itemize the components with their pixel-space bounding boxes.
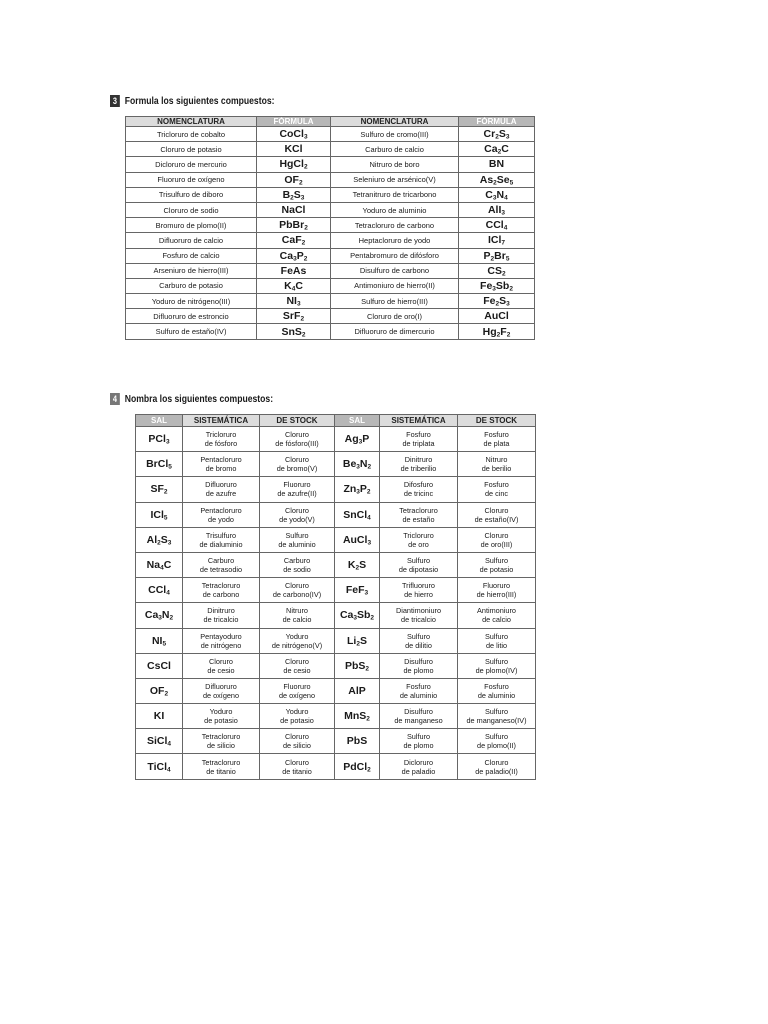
systematic-name-cell: Difosfuro de tricinc	[380, 477, 458, 502]
formulas-table	[125, 116, 535, 340]
table-row	[136, 678, 536, 703]
salt-cell: CCl$_4$	[136, 578, 183, 603]
header-formula-2: FÓRMULA	[459, 117, 535, 127]
nomenclature-cell: Carburo de calcio	[331, 142, 459, 157]
nomenclature-cell: Cloruro de oro(I)	[331, 309, 459, 324]
header-sistematica-2: SISTEMÁTICA	[380, 415, 458, 427]
table-row	[126, 248, 535, 263]
table-row	[126, 187, 535, 202]
stock-name-cell: Fosfuro de cinc	[458, 477, 536, 502]
section-4-number: 4	[110, 393, 120, 405]
header-nomenclatura-1: NOMENCLATURA	[126, 117, 257, 127]
salt-cell: MnS$_2$	[335, 704, 380, 729]
formula-cell: $K_4C$	[257, 278, 331, 293]
salt-cell: FeF$_3$	[335, 578, 380, 603]
salt-cell: PbS	[335, 729, 380, 754]
systematic-name-cell: Tetracloruro de silicio	[183, 729, 260, 754]
nomenclature-cell: Bromuro de plomo(II)	[126, 218, 257, 233]
stock-name-cell: Antimoniuro de calcio	[458, 603, 536, 628]
table-row	[136, 527, 536, 552]
salt-cell: $NI_5$	[136, 628, 183, 653]
nomenclature-cell: Cloruro de sodio	[126, 202, 257, 217]
table-row	[136, 502, 536, 527]
header-nomenclatura-2: NOMENCLATURA	[331, 117, 459, 127]
formula-cell: FeAs	[257, 263, 331, 278]
formula-cell: SnS$_2$	[257, 324, 331, 339]
nomenclature-cell: Difluoruro de calcio	[126, 233, 257, 248]
formula-cell: HgCl$_2$	[257, 157, 331, 172]
formula-cell: $NI_3$	[257, 294, 331, 309]
section-3-heading: Formula los siguientes compuestos:	[124, 95, 275, 107]
formula-cell: ICl$_7$	[459, 233, 535, 248]
salt-cell: AlP	[335, 678, 380, 703]
systematic-name-cell: Yoduro de potasio	[183, 704, 260, 729]
formula-cell: $Fe_3Sb_2$	[459, 278, 535, 293]
formula-cell: $Fe_2S_3$	[459, 294, 535, 309]
systematic-name-cell: Disulfuro de manganeso	[380, 704, 458, 729]
table-row	[126, 142, 535, 157]
nomenclature-cell: Arseniuro de hierro(III)	[126, 263, 257, 278]
formula-cell: $Hg_2F_2$	[459, 324, 535, 339]
salt-cell: TiCl$_4$	[136, 754, 183, 779]
stock-name-cell: Sulfuro de plomo(II)	[458, 729, 536, 754]
stock-name-cell: Fluoruro de oxígeno	[260, 678, 335, 703]
header-sal-2: SAL	[335, 415, 380, 427]
header-sal-1: SAL	[136, 415, 183, 427]
stock-name-cell: Cloruro de yodo(V)	[260, 502, 335, 527]
stock-name-cell: Carburo de sodio	[260, 552, 335, 577]
table-row	[136, 729, 536, 754]
nomenclature-cell: Sulfuro de cromo(III)	[331, 127, 459, 142]
formula-cell: AlI$_3$	[459, 202, 535, 217]
systematic-name-cell: Pentacloruro de bromo	[183, 452, 260, 477]
nomenclature-cell: Antimoniuro de hierro(II)	[331, 278, 459, 293]
systematic-name-cell: Fosfuro de triplata	[380, 427, 458, 452]
systematic-name-cell: Trisulfuro de dialuminio	[183, 527, 260, 552]
table-row	[126, 309, 535, 324]
section-3-number: 3	[110, 95, 120, 107]
table-row	[126, 294, 535, 309]
header-sistematica-1: SISTEMÁTICA	[183, 415, 260, 427]
table-row	[136, 653, 536, 678]
stock-name-cell: Sulfuro de plomo(IV)	[458, 653, 536, 678]
stock-name-cell: Cloruro de fósforo(III)	[260, 427, 335, 452]
stock-name-cell: Nitruro de calcio	[260, 603, 335, 628]
nomenclature-cell: Heptacloruro de yodo	[331, 233, 459, 248]
table-row	[126, 263, 535, 278]
nomenclature-cell: Seleniuro de arsénico(V)	[331, 172, 459, 187]
table-row	[136, 552, 536, 577]
salt-cell: ICl$_5$	[136, 502, 183, 527]
table-row	[136, 603, 536, 628]
header-formula-1: FÓRMULA	[257, 117, 331, 127]
systematic-name-cell: Disulfuro de plomo	[380, 653, 458, 678]
formula-cell: $C_3N_4$	[459, 187, 535, 202]
salt-cell: $Al_2S_3$	[136, 527, 183, 552]
systematic-name-cell: Sulfuro de dilitio	[380, 628, 458, 653]
salt-cell: KI	[136, 704, 183, 729]
nomenclature-cell: Tetranitruro de tricarbono	[331, 187, 459, 202]
systematic-name-cell: Dinitruro de tricalcio	[183, 603, 260, 628]
systematic-name-cell: Trifluoruro de hierro	[380, 578, 458, 603]
header-stock-2: DE STOCK	[458, 415, 536, 427]
formula-cell: $Ca_2C$	[459, 142, 535, 157]
formula-cell: $As_2Se_5$	[459, 172, 535, 187]
stock-name-cell: Yoduro de potasio	[260, 704, 335, 729]
nomenclature-cell: Pentabromuro de difósforo	[331, 248, 459, 263]
formulas-table-header	[126, 117, 535, 127]
nomenclature-cell: Difluoruro de dimercurio	[331, 324, 459, 339]
systematic-name-cell: Sulfuro de dipotasio	[380, 552, 458, 577]
systematic-name-cell: Pentacloruro de yodo	[183, 502, 260, 527]
salt-cell: SnCl$_4$	[335, 502, 380, 527]
nomenclature-cell: Yoduro de aluminio	[331, 202, 459, 217]
stock-name-cell: Cloruro de carbono(IV)	[260, 578, 335, 603]
table-row	[126, 218, 535, 233]
stock-name-cell: Cloruro de titanio	[260, 754, 335, 779]
salt-cell: BrCl$_5$	[136, 452, 183, 477]
stock-name-cell: Fosfuro de aluminio	[458, 678, 536, 703]
systematic-name-cell: Cloruro de cesio	[183, 653, 260, 678]
salt-cell: $Ca_3N_2$	[136, 603, 183, 628]
salt-cell: $Li_2S$	[335, 628, 380, 653]
systematic-name-cell: Tetracloruro de estaño	[380, 502, 458, 527]
salt-cell: $Be_3N_2$	[335, 452, 380, 477]
formula-cell: CoCl$_3$	[257, 127, 331, 142]
systematic-name-cell: Tricloruro de fósforo	[183, 427, 260, 452]
formula-cell: CaF$_2$	[257, 233, 331, 248]
salt-cell: $SF_2$	[136, 477, 183, 502]
nomenclature-cell: Yoduro de nitrógeno(III)	[126, 294, 257, 309]
salt-cell: $Na_4C$	[136, 552, 183, 577]
section-3-title	[110, 95, 275, 107]
formula-cell: NaCl	[257, 202, 331, 217]
table-row	[126, 157, 535, 172]
formula-cell: $Ca_3P_2$	[257, 248, 331, 263]
stock-name-cell: Cloruro de bromo(V)	[260, 452, 335, 477]
stock-name-cell: Sulfuro de litio	[458, 628, 536, 653]
stock-name-cell: Cloruro de paladio(II)	[458, 754, 536, 779]
nomenclature-cell: Nitruro de boro	[331, 157, 459, 172]
stock-name-cell: Yoduro de nitrógeno(V)	[260, 628, 335, 653]
table-row	[126, 233, 535, 248]
stock-name-cell: Cloruro de silicio	[260, 729, 335, 754]
formula-cell: PbBr$_2$	[257, 218, 331, 233]
table-row	[136, 452, 536, 477]
header-stock-1: DE STOCK	[260, 415, 335, 427]
salt-cell: CsCl	[136, 653, 183, 678]
systematic-name-cell: Dinitruro de triberilio	[380, 452, 458, 477]
stock-name-cell: Cloruro de estaño(IV)	[458, 502, 536, 527]
names-table-header	[136, 415, 536, 427]
nomenclature-cell: Sulfuro de hierro(III)	[331, 294, 459, 309]
table-row	[126, 172, 535, 187]
nomenclature-cell: Carburo de potasio	[126, 278, 257, 293]
salt-cell: PCl$_3$	[136, 427, 183, 452]
systematic-name-cell: Difluoruro de azufre	[183, 477, 260, 502]
nomenclature-cell: Dicloruro de mercurio	[126, 157, 257, 172]
table-row	[136, 754, 536, 779]
formula-cell: $Cr_2S_3$	[459, 127, 535, 142]
salt-cell: $Ca_3Sb_2$	[335, 603, 380, 628]
systematic-name-cell: Diantimoniuro de tricalcio	[380, 603, 458, 628]
salt-cell: $Zn_3P_2$	[335, 477, 380, 502]
nomenclature-cell: Fluoruro de oxígeno	[126, 172, 257, 187]
systematic-name-cell: Tricloruro de oro	[380, 527, 458, 552]
nomenclature-cell: Tricloruro de cobalto	[126, 127, 257, 142]
systematic-name-cell: Dicloruro de paladio	[380, 754, 458, 779]
table-row	[126, 202, 535, 217]
nomenclature-cell: Disulfuro de carbono	[331, 263, 459, 278]
systematic-name-cell: Tetracloruro de carbono	[183, 578, 260, 603]
salt-cell: $OF_2$	[136, 678, 183, 703]
names-table	[135, 414, 536, 780]
salt-cell: $Ag_3P$	[335, 427, 380, 452]
nomenclature-cell: Difluoruro de estroncio	[126, 309, 257, 324]
table-row	[136, 578, 536, 603]
table-row	[136, 628, 536, 653]
nomenclature-cell: Sulfuro de estaño(IV)	[126, 324, 257, 339]
stock-name-cell: Cloruro de cesio	[260, 653, 335, 678]
systematic-name-cell: Fosfuro de aluminio	[380, 678, 458, 703]
systematic-name-cell: Carburo de tetrasodio	[183, 552, 260, 577]
table-row	[126, 324, 535, 339]
section-4-heading: Nombra los siguientes compuestos:	[124, 393, 274, 405]
table-row	[126, 127, 535, 142]
systematic-name-cell: Sulfuro de plomo	[380, 729, 458, 754]
nomenclature-cell: Cloruro de potasio	[126, 142, 257, 157]
salt-cell: AuCl$_3$	[335, 527, 380, 552]
stock-name-cell: Fluoruro de azufre(II)	[260, 477, 335, 502]
formula-cell: $OF_2$	[257, 172, 331, 187]
formula-cell: SrF$_2$	[257, 309, 331, 324]
stock-name-cell: Sulfuro de manganeso(IV)	[458, 704, 536, 729]
salt-cell: PbS$_2$	[335, 653, 380, 678]
nomenclature-cell: Trisulfuro de diboro	[126, 187, 257, 202]
salt-cell: PdCl$_2$	[335, 754, 380, 779]
stock-name-cell: Sulfuro de potasio	[458, 552, 536, 577]
nomenclature-cell: Tetracloruro de carbono	[331, 218, 459, 233]
formula-cell: CCl$_4$	[459, 218, 535, 233]
systematic-name-cell: Pentayoduro de nitrógeno	[183, 628, 260, 653]
stock-name-cell: Fosfuro de plata	[458, 427, 536, 452]
table-row	[136, 477, 536, 502]
formula-cell: KCl	[257, 142, 331, 157]
stock-name-cell: Sulfuro de aluminio	[260, 527, 335, 552]
systematic-name-cell: Tetracloruro de titanio	[183, 754, 260, 779]
formula-cell: $P_2Br_5$	[459, 248, 535, 263]
table-row	[126, 278, 535, 293]
formula-cell: $B_2S_3$	[257, 187, 331, 202]
systematic-name-cell: Difluoruro de oxígeno	[183, 678, 260, 703]
formula-cell: BN	[459, 157, 535, 172]
stock-name-cell: Nitruro de berilio	[458, 452, 536, 477]
section-4-title	[110, 393, 273, 405]
stock-name-cell: Cloruro de oro(III)	[458, 527, 536, 552]
formula-cell: $CS_2$	[459, 263, 535, 278]
table-row	[136, 427, 536, 452]
salt-cell: SiCl$_4$	[136, 729, 183, 754]
table-row	[136, 704, 536, 729]
nomenclature-cell: Fosfuro de calcio	[126, 248, 257, 263]
salt-cell: $K_2S$	[335, 552, 380, 577]
formula-cell: AuCl	[459, 309, 535, 324]
stock-name-cell: Fluoruro de hierro(III)	[458, 578, 536, 603]
